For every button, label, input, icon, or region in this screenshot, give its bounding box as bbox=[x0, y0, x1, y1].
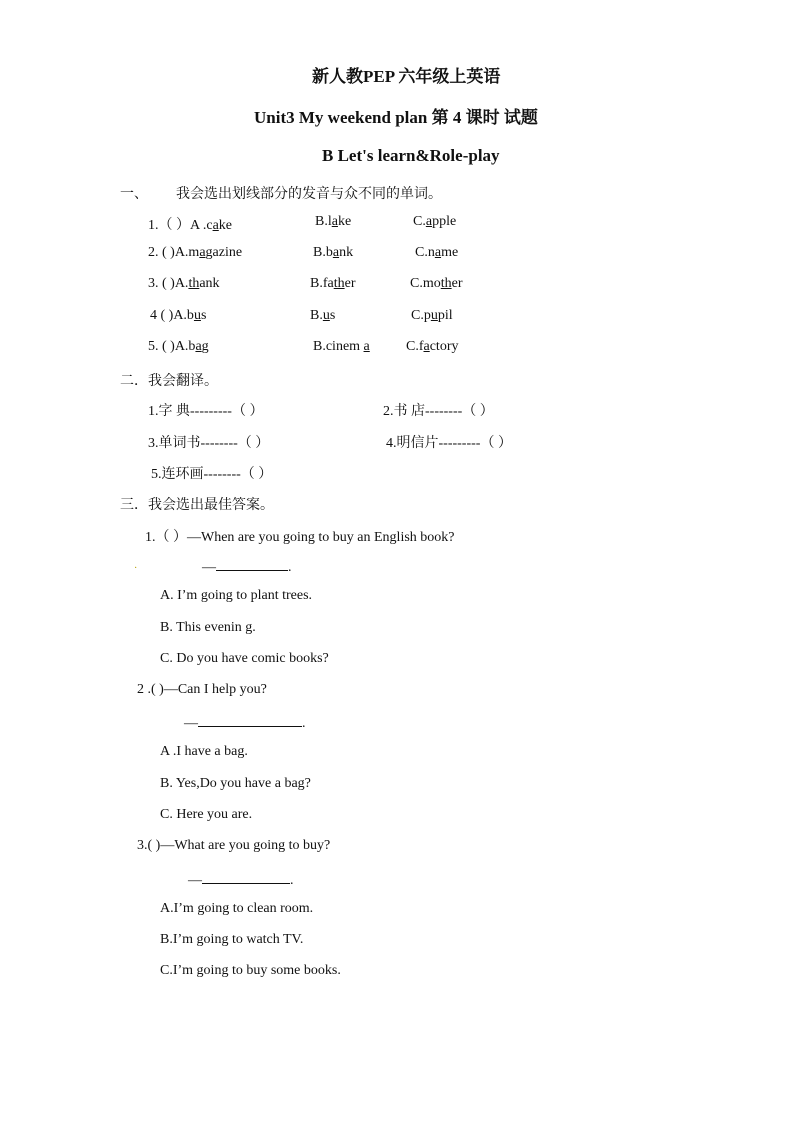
answer-blank bbox=[202, 870, 290, 884]
word-rest: ke bbox=[337, 214, 352, 229]
underlined-part: u bbox=[322, 308, 330, 323]
underlined-part: th bbox=[440, 276, 452, 291]
part1-heading: 我会选出划线部分的发音与众不同的单词。 bbox=[176, 187, 442, 202]
underlined-part: u bbox=[430, 308, 438, 323]
question-3: 3.( )—What are you going to buy? bbox=[137, 838, 331, 853]
word-rest: ke bbox=[218, 218, 232, 233]
question-2: 2 .( )—Can I help you? bbox=[137, 682, 267, 697]
option-c: C.n bbox=[415, 245, 435, 260]
underlined-part: a bbox=[363, 339, 370, 354]
dash: — bbox=[184, 716, 198, 731]
underlined-part: a bbox=[199, 245, 206, 260]
word-rest: g bbox=[201, 339, 209, 354]
page-title: 新人教PEP 六年级上英语 bbox=[312, 67, 501, 86]
lesson-title: B Let's learn&Role-play bbox=[322, 146, 500, 165]
underlined-part: a bbox=[434, 245, 442, 260]
option-b: B.cinem bbox=[313, 339, 364, 354]
dash: — bbox=[188, 873, 202, 888]
underlined-part: a bbox=[195, 339, 202, 354]
word-rest: ank bbox=[199, 276, 220, 291]
dash: — bbox=[202, 560, 216, 575]
question-1: 1.（ ）—When are you going to buy an English book? bbox=[145, 530, 455, 545]
option-b: B.fa bbox=[310, 276, 334, 291]
translate-item: 3.单词书--------（ ） bbox=[148, 436, 270, 451]
word-rest: pil bbox=[437, 308, 453, 323]
underlined-part: a bbox=[331, 214, 338, 229]
item-number: 5. ( )A.b bbox=[148, 339, 196, 354]
answer-line-3 bbox=[188, 870, 294, 889]
word-rest: er bbox=[451, 276, 463, 291]
item-number: 4 ( )A.b bbox=[150, 308, 194, 323]
translate-item: 2.书 店--------（ ） bbox=[383, 404, 494, 419]
word-rest: s bbox=[200, 308, 207, 323]
underlined-part: a bbox=[423, 339, 430, 354]
option-b: B.l bbox=[315, 214, 332, 229]
option-b: B. bbox=[310, 308, 323, 323]
word-rest: gazine bbox=[205, 245, 243, 260]
option-a: A .I have a bag. bbox=[160, 744, 248, 759]
option-b: B.I’m going to watch TV. bbox=[160, 932, 304, 947]
answer-line-1 bbox=[202, 557, 292, 576]
word-rest: ctory bbox=[429, 339, 459, 354]
word-rest: nk bbox=[339, 245, 354, 260]
option-b: B. Yes,Do you have a bag? bbox=[160, 776, 311, 791]
option-b: B. This evenin g. bbox=[160, 620, 256, 635]
word-rest: me bbox=[441, 245, 459, 260]
item-number: 3. ( )A. bbox=[148, 276, 189, 291]
item-number: 2. ( )A.m bbox=[148, 245, 200, 260]
stray-dot: · bbox=[134, 563, 138, 574]
option-c: C.mo bbox=[410, 276, 441, 291]
unit-title: Unit3 My weekend plan 第 4 课时 试题 bbox=[254, 108, 538, 127]
translate-item: 4.明信片---------（ ） bbox=[386, 436, 512, 451]
option-b: B.b bbox=[313, 245, 333, 260]
underlined-part: a bbox=[212, 218, 219, 233]
underlined-part: th bbox=[333, 276, 345, 291]
translate-item: 1.字 典---------（ ） bbox=[148, 404, 264, 419]
translate-item: 5.连环画--------（ ） bbox=[151, 467, 273, 482]
part1-number: 一、 bbox=[120, 187, 148, 202]
word-rest: er bbox=[344, 276, 356, 291]
item-number: 1.（ ）A .c bbox=[148, 218, 213, 233]
option-c: C.I’m going to buy some books. bbox=[160, 963, 341, 978]
part3-heading: 三．我会选出最佳答案。 bbox=[120, 498, 274, 513]
option-c: C.p bbox=[411, 308, 431, 323]
word-rest: s bbox=[329, 308, 336, 323]
answer-blank bbox=[216, 557, 288, 571]
option-c: C. bbox=[413, 214, 426, 229]
option-c: C. Do you have comic books? bbox=[160, 651, 329, 666]
underlined-part: th bbox=[188, 276, 200, 291]
underlined-part: a bbox=[425, 214, 433, 229]
word-rest: pple bbox=[432, 214, 457, 229]
part2-heading: 二．我会翻译。 bbox=[120, 374, 218, 389]
option-a: A.I’m going to clean room. bbox=[160, 901, 314, 916]
period: . bbox=[290, 873, 294, 888]
answer-blank bbox=[198, 713, 302, 727]
period: . bbox=[302, 716, 306, 731]
underlined-part: a bbox=[332, 245, 340, 260]
underlined-part: u bbox=[193, 308, 201, 323]
option-c: C.f bbox=[406, 339, 424, 354]
option-c: C. Here you are. bbox=[160, 807, 253, 822]
period: . bbox=[288, 560, 292, 575]
answer-line-2 bbox=[184, 713, 306, 732]
option-a: A. I’m going to plant trees. bbox=[160, 588, 313, 603]
